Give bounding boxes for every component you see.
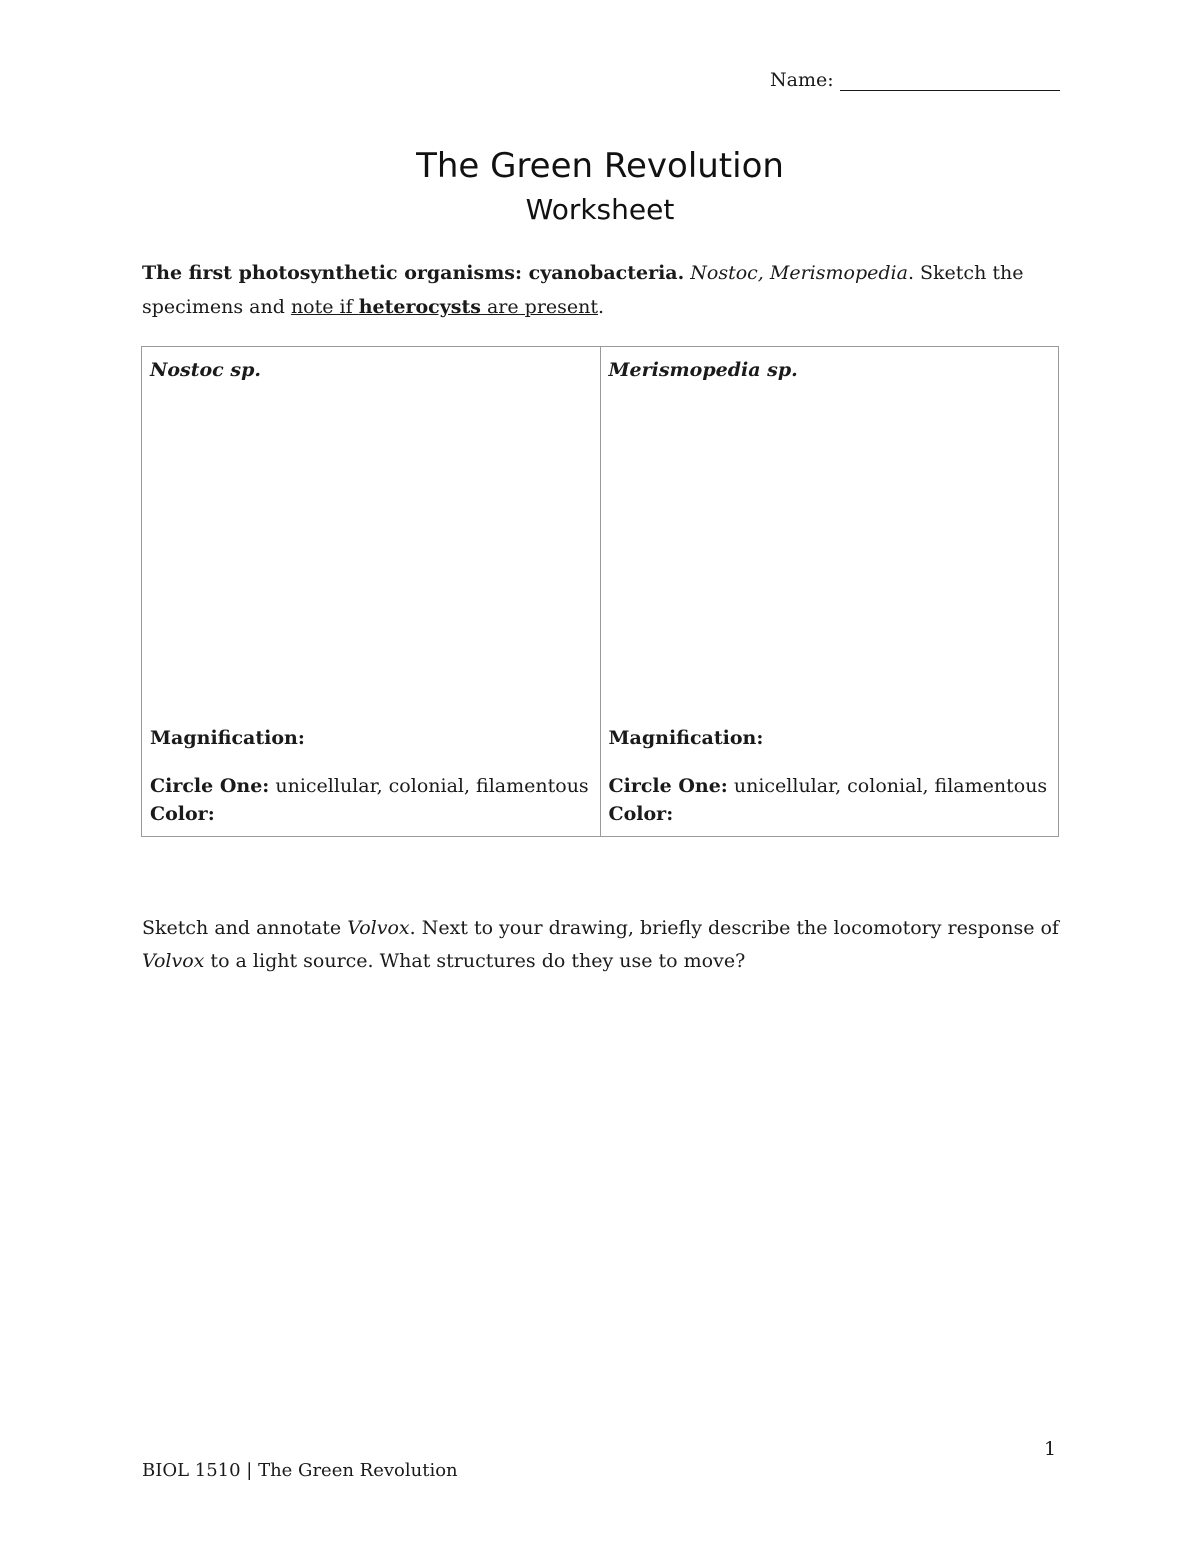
color-label: Color: — [150, 803, 215, 825]
magnification-label: Magnification: — [150, 727, 305, 749]
intro-underlined — [291, 296, 598, 318]
name-label: Name: — [770, 69, 834, 91]
volvox-text-2: . Next to your drawing, briefly describe the locomotory response of — [409, 917, 1059, 939]
intro-end: . — [598, 296, 605, 318]
intro-bold-lead: The first photosynthetic organisms: cyanobacteria. — [142, 262, 685, 284]
name-blank-line[interactable] — [840, 68, 1060, 91]
page-number: 1 — [1044, 1438, 1057, 1460]
specimen-title: Merismopedia sp. — [608, 359, 798, 381]
intro-paragraph — [142, 256, 1062, 324]
magnification-label: Magnification: — [608, 727, 764, 749]
circle-one-options: unicellular, colonial, filamentous — [269, 775, 589, 797]
specimen-cell-nostoc[interactable] — [142, 347, 601, 837]
page-title: The Green Revolution — [416, 146, 784, 186]
circle-one-line — [150, 775, 589, 797]
specimen-cell-merismopedia[interactable] — [600, 347, 1059, 837]
volvox-prompt — [142, 912, 1072, 978]
circle-one-options: unicellular, colonial, filamentous — [727, 775, 1048, 797]
circle-one-label: Circle One: — [150, 775, 270, 797]
volvox-name-1: Volvox — [347, 917, 410, 939]
intro-organism-names: Nostoc, Merismopedia — [690, 262, 908, 284]
specimen-table — [141, 346, 1059, 837]
page-subtitle: Worksheet — [525, 193, 675, 226]
volvox-name-2: Volvox — [142, 950, 205, 972]
name-field — [770, 68, 1060, 91]
intro-heterocysts: heterocysts — [358, 296, 481, 318]
color-label: Color: — [608, 803, 674, 825]
volvox-text-1: Sketch and annotate — [142, 917, 348, 939]
circle-one-line — [609, 775, 1048, 797]
volvox-text-3: to a light source. What structures do they use to move? — [204, 950, 746, 972]
intro-underlined-text-2: are present — [480, 296, 599, 318]
page-footer: BIOL 1510 | The Green Revolution — [142, 1460, 458, 1481]
intro-instruction: . Sketch the specimens and — [142, 262, 1024, 318]
specimen-title: Nostoc sp. — [150, 359, 261, 381]
intro-underlined-text-1: note if — [290, 296, 359, 318]
circle-one-label: Circle One: — [608, 775, 728, 797]
